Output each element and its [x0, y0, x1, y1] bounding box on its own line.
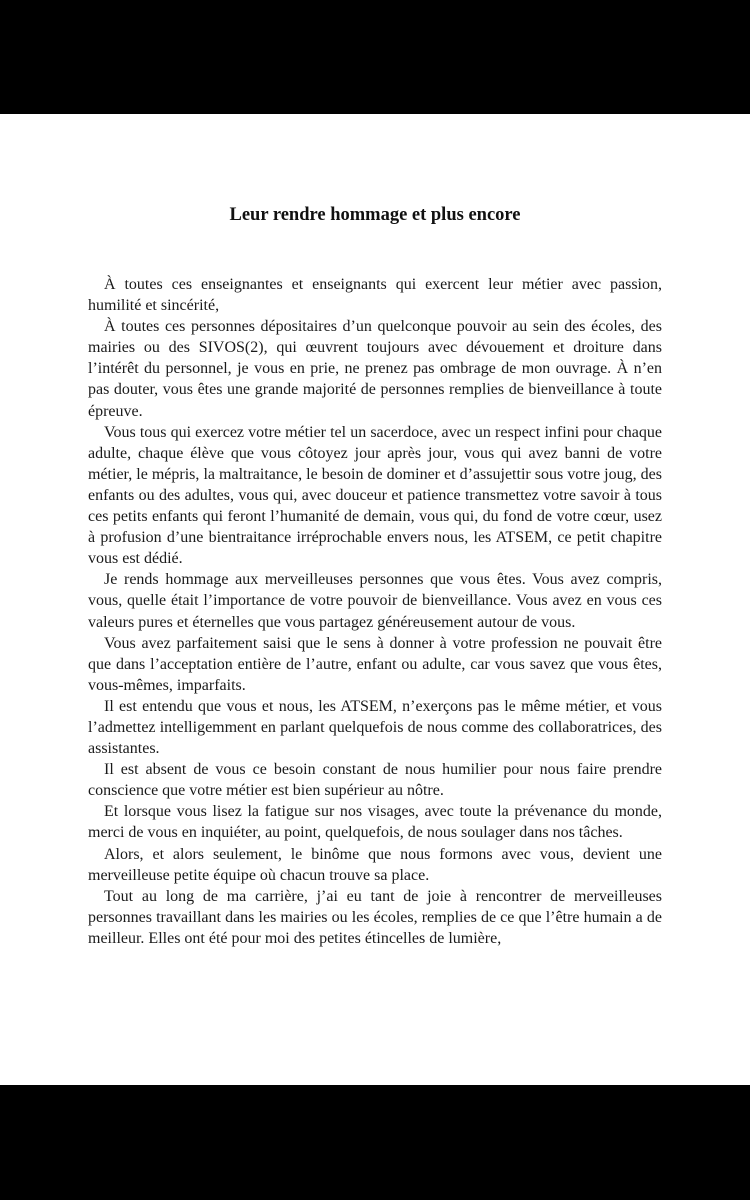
paragraph: Alors, et alors seulement, le binôme que nous formons avec vous, devient une merveilleuse petite équipe où chacun trouve sa place. [88, 845, 662, 884]
paragraph: Et lorsque vous lisez la fatigue sur nos visages, avec toute la prévenance du monde, merci de vous en inquiéter, au point, quelquefois, de nous soulager dans nos tâches. [88, 803, 662, 842]
paragraph: Tout au long de ma carrière, j’ai eu tant de joie à rencontrer de merveilleuses personnes travaillant dans les mairies ou les écoles, remplies de ce que l’être humain a de meilleur. Elles ont été pour moi des petites étincelles de lumière, [88, 887, 662, 947]
chapter-title: Leur rendre hommage et plus encore [229, 205, 521, 225]
top-letterbox [0, 0, 750, 114]
paragraph: Je rends hommage aux merveilleuses personnes que vous êtes. Vous avez compris, vous, quelle était l’importance de votre pouvoir de bienveillance. Vous avez en vous ces valeurs pures et éternelles que vous partagez généreusement autour de vous. [88, 571, 662, 631]
chapter-body [88, 274, 662, 949]
paragraph: Vous avez parfaitement saisi que le sens à donner à votre profession ne pouvait être que dans l’acceptation entière de l’autre, enfant ou adulte, car vous savez que vous êtes, vous-mêmes, imparfaits. [88, 634, 662, 694]
bottom-letterbox [0, 1085, 750, 1200]
paragraph: Il est entendu que vous et nous, les ATSEM, n’exerçons pas le même métier, et vous l’admettez intelligemment en parlant quelquefois de nous comme des collaboratrices, des assistantes. [88, 697, 662, 758]
paragraph: À toutes ces personnes dépositaires d’un quelconque pouvoir au sein des écoles, des mairies ou des SIVOS(2), qui œuvrent toujours avec dévouement et droiture dans l’intérêt du personnel, je vous en prie, ne prenez pas ombrage de mon ouvrage. À n’en pas douter, vous êtes une grande majorité de personnes remplies de bienveillance à toute épreuve. [88, 318, 662, 420]
book-page[interactable] [0, 114, 750, 1085]
paragraph: Vous tous qui exercez votre métier tel un sacerdoce, avec un respect infini pour chaque adulte, chaque élève que vous côtoyez jour après jour, vous qui avez banni de votre métier, le mépris, la maltraitance, le besoin de dominer et d’assujettir sous votre joug, des enfants ou des adultes, vous qui, avec douceur et patience transmettez votre savoir à tous ces petits enfants qui feront l’humanité de demain, vous qui, du fond de votre cœur, usez à profusion d’une bientraitance irréprochable envers nous, les ATSEM, ce petit chapitre vous est dédié. [88, 423, 662, 568]
paragraph: À toutes ces enseignantes et enseignants qui exercent leur métier avec passion, humilité et sincérité, [88, 276, 662, 315]
paragraph: Il est absent de vous ce besoin constant de nous humilier pour nous faire prendre conscience que votre métier est bien supérieur au nôtre. [88, 761, 662, 800]
